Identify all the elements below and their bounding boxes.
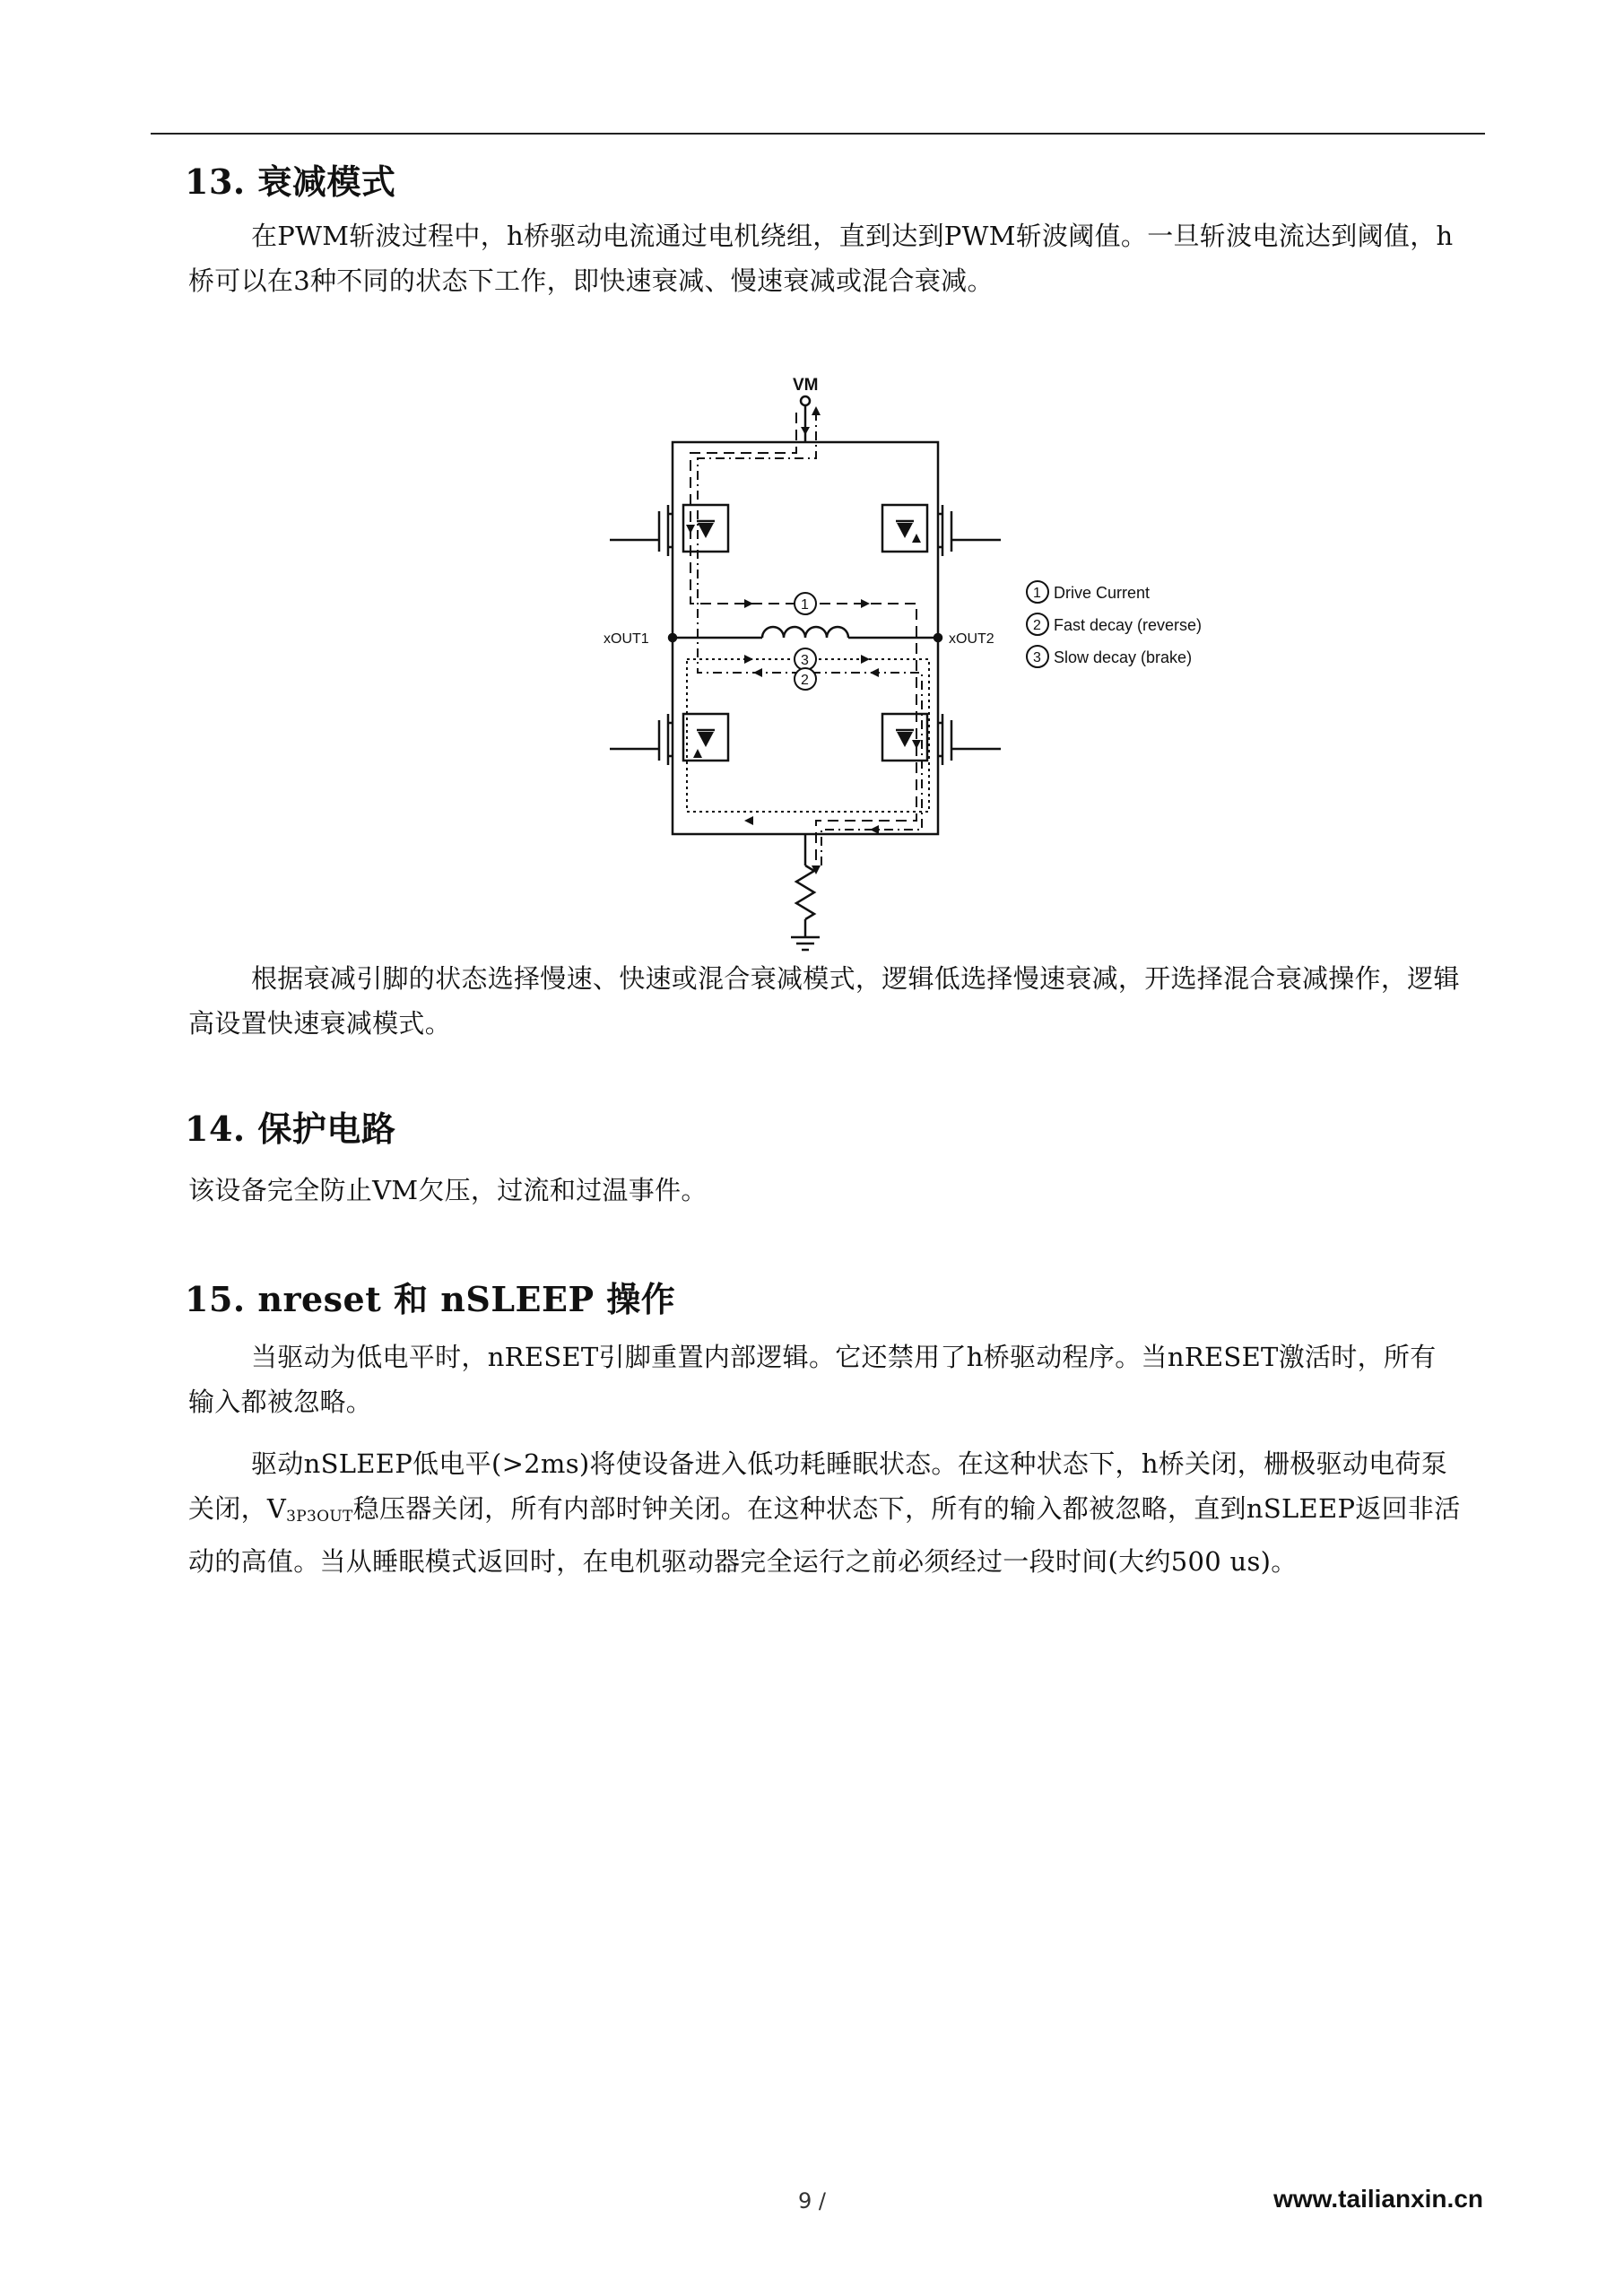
section-13-heading: 13. 衰减模式 xyxy=(185,161,396,202)
current-path-fast-decay xyxy=(698,413,922,865)
vm-label: VM xyxy=(793,376,819,395)
section-14-heading: 14. 保护电路 xyxy=(185,1109,396,1149)
diagram-legend xyxy=(1027,581,1202,667)
svg-text:2: 2 xyxy=(801,673,809,688)
legend-slow-decay: Slow decay (brake) xyxy=(1054,648,1193,666)
h-bridge-decay-diagram xyxy=(601,363,1246,960)
section-14-paragraph: 该设备完全防止VM欠压，过流和过温事件。 xyxy=(188,1175,708,1205)
svg-text:1: 1 xyxy=(801,597,809,613)
header-rule xyxy=(151,133,1485,135)
low-side-right-mosfet xyxy=(882,714,1001,765)
footer-website: www.tailianxin.cn xyxy=(1273,2185,1483,2213)
current-path-drive xyxy=(690,413,916,865)
low-side-left-mosfet xyxy=(610,714,728,765)
legend-fast-decay: Fast decay (reverse) xyxy=(1054,616,1203,634)
path-marker-1 xyxy=(795,593,816,614)
xout2-label: xOUT2 xyxy=(949,631,994,647)
section-15-paragraph-1: 当驱动为低电平时，nRESET引脚重置内部逻辑。它还禁用了h桥驱动程序。当nRESET激活时，所有输入都被忽略。 xyxy=(188,1342,1437,1417)
high-side-right-mosfet xyxy=(882,505,1001,556)
svg-text:3: 3 xyxy=(801,653,809,668)
xout1-label: xOUT1 xyxy=(604,631,649,647)
path-marker-2 xyxy=(795,668,816,690)
section-15-heading: 15. nreset 和 nSLEEP 操作 xyxy=(185,1279,676,1319)
motor-winding xyxy=(673,627,938,638)
legend-drive-current: Drive Current xyxy=(1054,584,1151,602)
svg-text:2: 2 xyxy=(1033,618,1041,633)
high-side-left-mosfet xyxy=(610,505,728,556)
svg-text:3: 3 xyxy=(1033,650,1041,665)
section-13-paragraph-2: 根据衰减引脚的状态选择慢速、快速或混合衰减模式，逻辑低选择慢速衰减，开选择混合衰减操作，逻辑高设置快速衰减模式。 xyxy=(188,963,1460,1039)
section-15-paragraph-2: 驱动nSLEEP低电平(>2ms)将使设备进入低功耗睡眠状态。在这种状态下，h桥关闭，栅极驱动电荷泵关闭，$V_{3P3OUT}$稳压器关闭，所有内部时钟关闭。在这种状态下，所有的输入都被忽略，直到nSLEEP返回非活动的高值。当从睡眠模式返回时，在电机驱动器完全运行之前必须经过一段时间(大约500 us)。 xyxy=(188,1448,1461,1577)
svg-text:1: 1 xyxy=(1033,586,1041,601)
section-13-paragraph-1: 在PWM斩波过程中，h桥驱动电流通过电机绕组，直到达到PWM斩波阈值。一旦斩波电流达到阈值，h桥可以在3种不同的状态下工作，即快速衰减、慢速衰减或混合衰减。 xyxy=(188,221,1454,296)
page-number: 9 / xyxy=(798,2188,826,2213)
path-marker-3 xyxy=(795,648,816,670)
